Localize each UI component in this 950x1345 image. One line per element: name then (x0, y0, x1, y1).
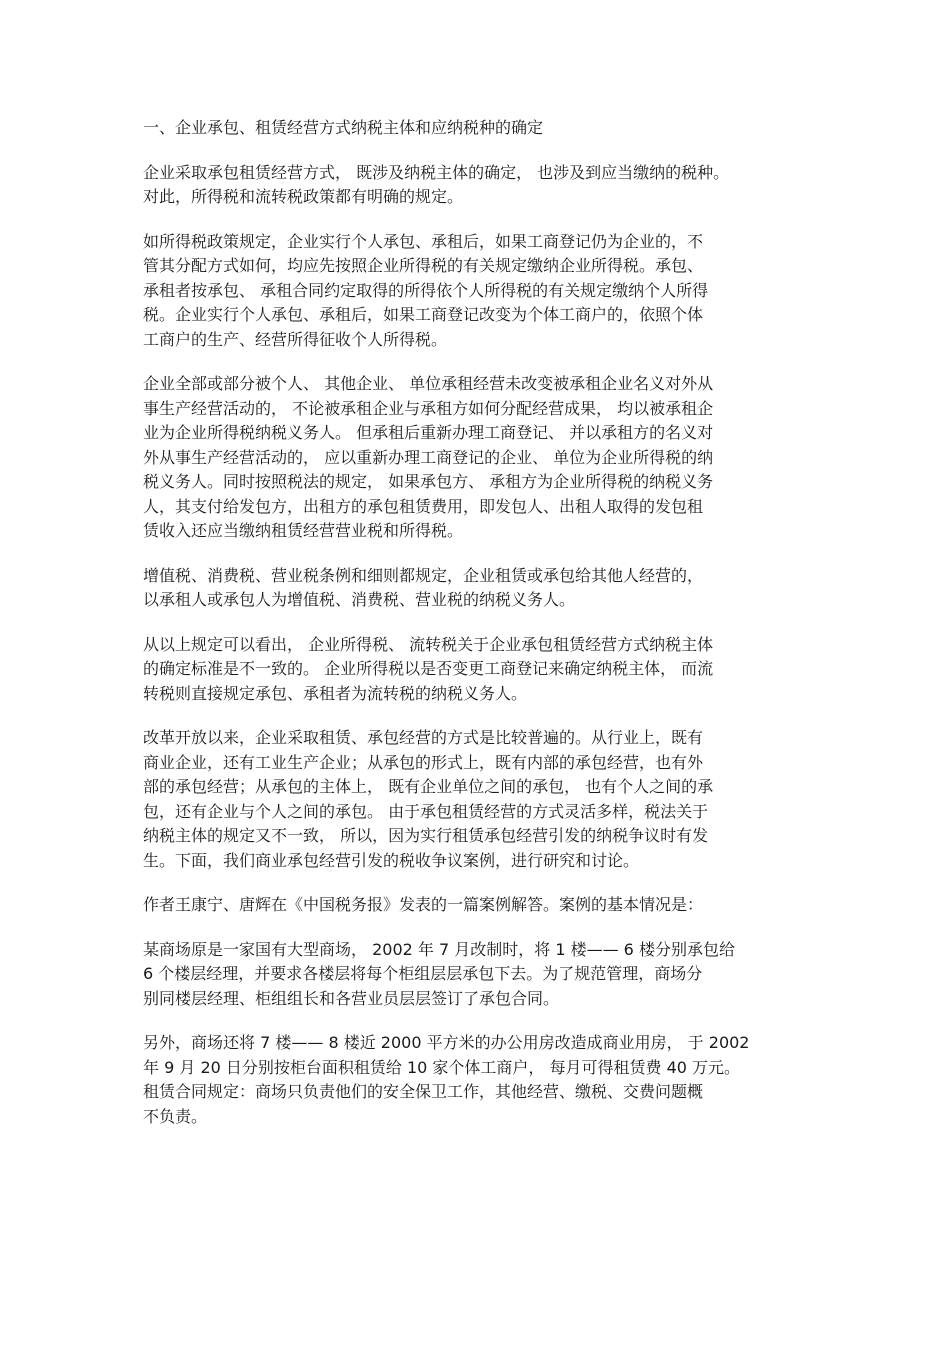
text-line: 如所得税政策规定，企业实行个人承包、承租后，如果工商登记仍为企业的，不 (143, 231, 704, 251)
text-line: 以承租人或承包人为增值税、消费税、营业税的纳税义务人。 (143, 590, 576, 609)
paragraph-8 (143, 938, 811, 1012)
section-heading: 一、企业承包、租赁经营方式纳税主体和应纳税种的确定 (143, 118, 544, 137)
text-line: 企业全部或部分被个人、 其他企业、 单位承租经营未改变被承租企业名义对外从 (143, 374, 714, 393)
text-line: 另外，商场还将 7 楼—— 8 楼近 2000 平方米的办公用房改造成商业用房， 于 2002 (143, 1033, 750, 1052)
text-line: 承租者按承包、 承租合同约定取得的所得依个人所得税的有关规定缴纳个人所得 (143, 280, 709, 300)
paragraph-3 (143, 372, 811, 544)
text-line: 企业采取承包租赁经营方式， 既涉及纳税主体的确定， 也涉及到应当缴纳的税种。 (143, 162, 730, 182)
document-page (143, 116, 811, 1149)
text-line: 对此，所得税和流转税政策都有明确的规定。 (143, 187, 464, 206)
paragraph-9 (143, 1031, 811, 1129)
paragraph-4 (143, 564, 811, 613)
paragraph-6 (143, 726, 811, 873)
text-line: 税义务人。同时按照税法的规定， 如果承包方、 承租方为企业所得税的纳税义务 (143, 472, 714, 491)
text-line: 业为企业所得税纳税义务人。 但承租后重新办理工商登记、 并以承租方的名义对 (143, 423, 714, 442)
text-line: 人，其支付给发包方，出租方的承包租赁费用，即发包人、出租人取得的发包租 (143, 496, 704, 516)
text-line: 包，还有企业与个人之间的承包。 由于承包租赁经营的方式灵活多样，税法关于 (143, 801, 709, 821)
text-line: 工商户的生产、经营所得征收个人所得税。 (143, 329, 448, 349)
text-line: 不负责。 (143, 1106, 208, 1126)
paragraph-7 (143, 893, 811, 918)
text-line: 某商场原是一家国有大型商场， 2002 年 7 月改制时，将 1 楼—— 6 楼分别承包给 (143, 939, 735, 959)
text-line: 别同楼层经理、柜组组长和各营业员层层签订了承包合同。 (143, 988, 560, 1008)
text-line: 部的承包经营；从承包的主体上， 既有企业单位之间的承包， 也有个人之间的承 (143, 777, 714, 796)
text-line: 租赁合同规定：商场只负责他们的安全保卫工作，其他经营、缴税、交费问题概 (143, 1082, 704, 1101)
text-line: 增值税、消费税、营业税条例和细则都规定，企业租赁或承包给其他人经营的， (143, 565, 704, 585)
text-line: 6 个楼层经理，并要求各楼层将每个柜组层层承包下去。为了规范管理，商场分 (143, 964, 703, 983)
paragraph-2 (143, 230, 811, 353)
text-line: 税。企业实行个人承包、承租后，如果工商登记改变为个体工商户的，依照个体 (143, 305, 704, 324)
text-line: 事生产经营活动的， 不论被承租企业与承租方如何分配经营成果， 均以被承租企 (143, 398, 714, 418)
text-line: 从以上规定可以看出， 企业所得税、 流转税关于企业承包租赁经营方式纳税主体 (143, 634, 714, 654)
text-line: 商业企业，还有工业生产企业；从承包的形式上，既有内部的承包经营，也有外 (143, 752, 704, 772)
text-line: 外从事生产经营活动的， 应以重新办理工商登记的企业、 单位为企业所得税的纳 (143, 447, 714, 467)
text-line: 改革开放以来，企业采取租赁、承包经营的方式是比较普遍的。从行业上，既有 (143, 728, 704, 747)
paragraph-1 (143, 161, 811, 210)
text-line: 作者王康宁、唐辉在《中国税务报》发表的一篇案例解答。案例的基本情况是： (143, 895, 704, 914)
paragraph-5 (143, 633, 811, 707)
text-line: 赁收入还应当缴纳租赁经营营业税和所得税。 (143, 521, 464, 540)
text-line: 转税则直接规定承包、承租者为流转税的纳税义务人。 (143, 683, 528, 703)
text-line: 的确定标准是不一致的。 企业所得税以是否变更工商登记来确定纳税主体， 而流 (143, 659, 714, 678)
text-line: 生。下面，我们商业承包经营引发的税收争议案例，进行研究和讨论。 (143, 850, 640, 870)
text-line: 纳税主体的规定又不一致， 所以，因为实行租赁承包经营引发的纳税争议时有发 (143, 826, 709, 845)
text-line: 管其分配方式如何，均应先按照企业所得税的有关规定缴纳企业所得税。承包、 (143, 256, 704, 275)
text-line: 年 9 月 20 日分别按柜台面积租赁给 10 家个体工商户， 每月可得租赁费 40 万元。 (143, 1057, 741, 1077)
